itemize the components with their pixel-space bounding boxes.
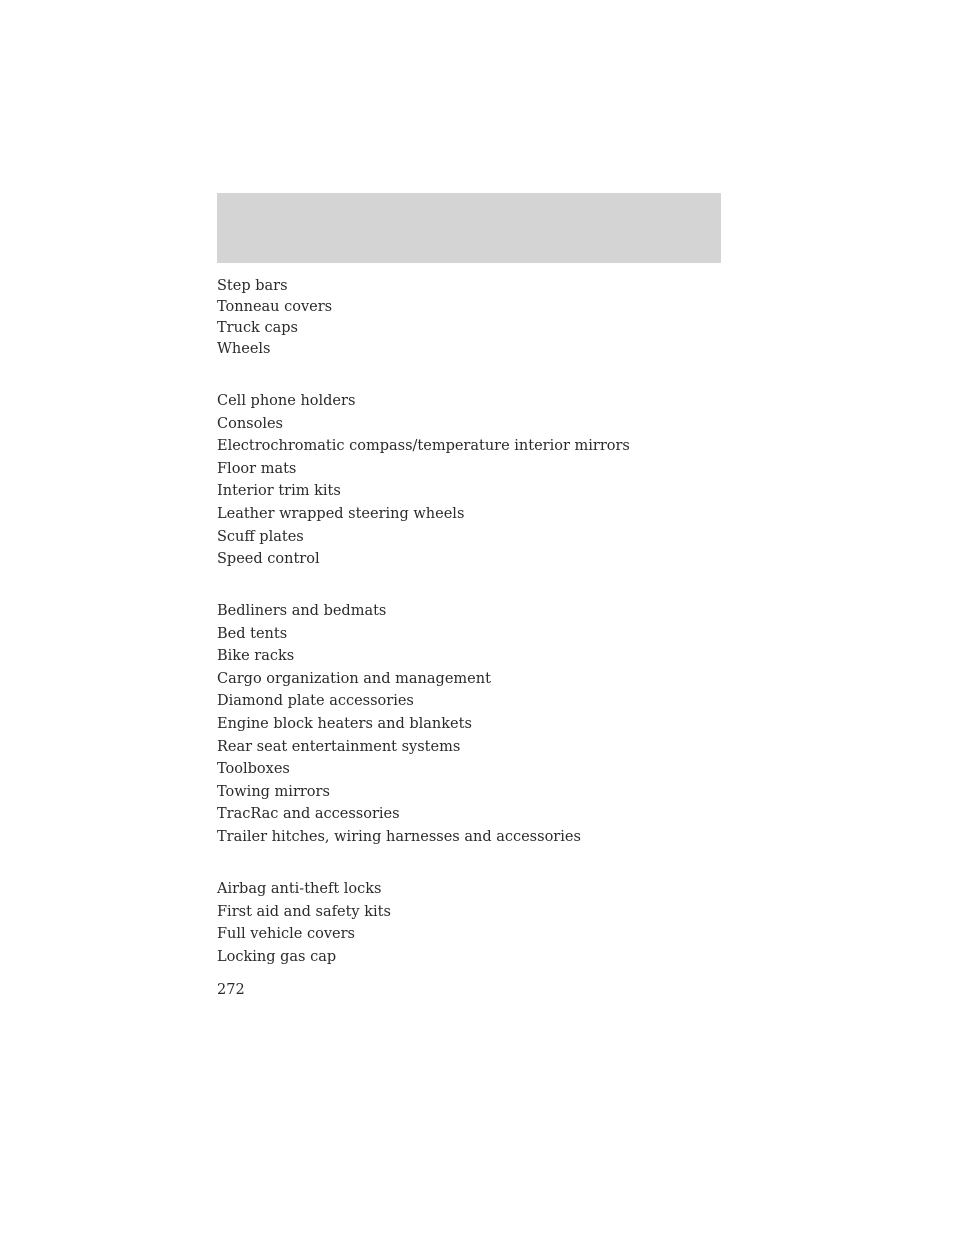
list-item: Scuff plates xyxy=(217,528,304,545)
list-item: Trailer hitches, wiring harnesses and accessories xyxy=(217,828,581,845)
list-item: Step bars xyxy=(217,278,288,294)
list-item: Cargo organization and management xyxy=(217,670,491,687)
list-item: Truck caps xyxy=(217,320,298,336)
list-item: Floor mats xyxy=(217,460,297,477)
accessory-list-safety xyxy=(217,878,391,968)
list-item: Wheels xyxy=(217,341,271,357)
list-item: Leather wrapped steering wheels xyxy=(217,505,465,522)
list-item: Bed tents xyxy=(217,625,288,642)
list-item: Locking gas cap xyxy=(217,948,337,965)
list-item: Cell phone holders xyxy=(217,393,356,409)
list-item: Full vehicle covers xyxy=(217,926,355,943)
list-item: First aid and safety kits xyxy=(217,903,391,920)
list-item: Tonneau covers xyxy=(217,299,333,315)
list-item: Consoles xyxy=(217,415,283,432)
list-item: Speed control xyxy=(217,551,320,568)
accessory-list-interior xyxy=(217,390,630,571)
section-header-band xyxy=(217,193,721,263)
list-item: TracRac and accessories xyxy=(217,806,400,823)
list-item: Toolboxes xyxy=(217,761,290,778)
list-item: Engine block heaters and blankets xyxy=(217,715,472,732)
list-item: Interior trim kits xyxy=(217,483,341,500)
page-number: 272 xyxy=(217,982,245,998)
list-item: Bedliners and bedmats xyxy=(217,603,387,619)
accessory-list-lifestyle xyxy=(217,600,581,849)
list-item: Bike racks xyxy=(217,648,295,665)
list-item: Rear seat entertainment systems xyxy=(217,738,461,755)
list-item: Airbag anti-theft locks xyxy=(217,881,382,897)
list-item: Diamond plate accessories xyxy=(217,693,414,710)
accessory-list-exterior xyxy=(217,276,332,360)
list-item: Electrochromatic compass/temperature interior mirrors xyxy=(217,438,630,455)
list-item: Towing mirrors xyxy=(217,783,330,800)
